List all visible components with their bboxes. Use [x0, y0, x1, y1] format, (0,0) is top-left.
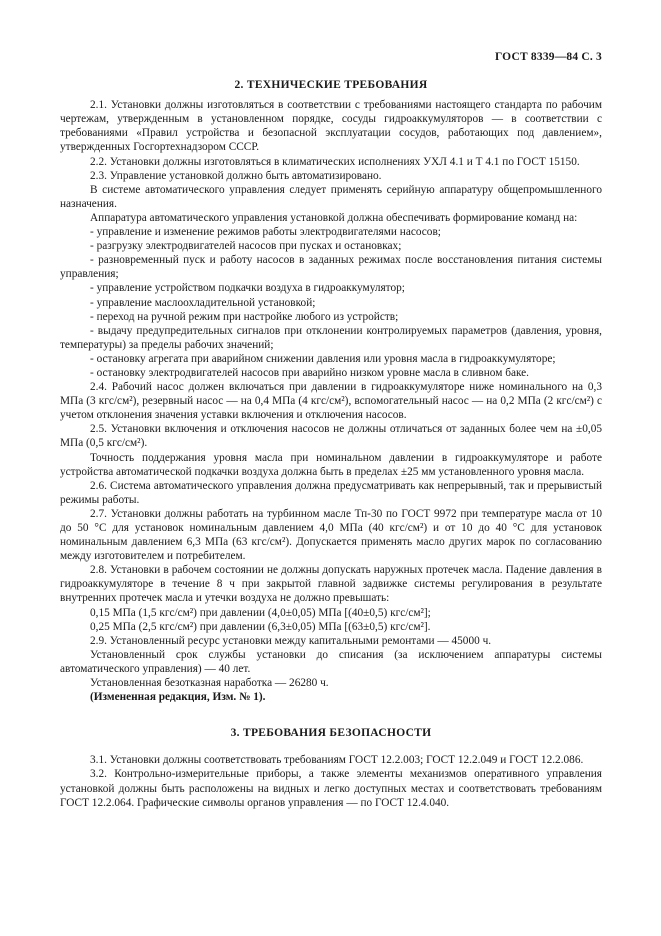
page-header: ГОСТ 8339—84 С. 3: [494, 51, 602, 63]
edit-note: (Измененная редакция, Изм. № 1).: [90, 691, 266, 704]
paragraph-3-1: 3.1. Установки должны соответствовать требованиям ГОСТ 12.2.003; ГОСТ 12.2.049 и ГОСТ 12.2.086.: [90, 754, 584, 767]
list-item: - управление устройством подкачки воздуха в гидроаккумулятор;: [90, 282, 405, 295]
paragraph-2-5-level: Точность поддержания уровня масла при номинальном давлении в гидроаккумуляторе и работе устройства автоматической подкачки воздуха должна быть в пределах ±25 мм установленного уровня масла.: [60, 451, 602, 478]
list-item: - управление и изменение режимов работы электродвигателями насосов;: [90, 226, 441, 239]
paragraph-2-9-service-life: Установленный срок службы установки до списания (за исключением аппаратуры системы автоматического управления) — 40 лет.: [60, 648, 602, 675]
paragraph-2-7: 2.7. Установки должны работать на турбинном масле Тп-30 по ГОСТ 9972 при температуре масла от 10 до 50 °С для установок номинальным давлением 4,0 МПа (40 кгс/см²) и от 10 до 40 °С для установок номинальным давлением 6,3 МПа (63 кгс/см²). Допускается применять масло других марок по согласованию между изготовителем и потребителем.: [60, 507, 602, 563]
list-item: - выдачу предупредительных сигналов при отклонении контролируемых параметров (давления, уровня, температуры) за пределы рабочих значений;: [60, 324, 602, 351]
paragraph-2-8-value-1: 0,15 МПа (1,5 кгс/см²) при давлении (4,0±0,05) МПа [(40±0,5) кгс/см²];: [90, 606, 431, 619]
list-item: - управление маслоохладительной установкой;: [90, 296, 316, 309]
list-item: - остановку электродвигателей насосов при аварийно низком уровне масла в сливном баке.: [90, 366, 530, 379]
section-2-title: 2. ТЕХНИЧЕСКИЕ ТРЕБОВАНИЯ: [234, 79, 428, 92]
paragraph-2-8-value-2: 0,25 МПа (2,5 кгс/см²) при давлении (6,3±0,05) МПа [(63±0,5) кгс/см²].: [90, 620, 431, 633]
list-item: - остановку агрегата при аварийном снижении давления или уровня масла в гидроаккумуляторе;: [90, 352, 556, 365]
document-page: [60, 50, 602, 810]
paragraph-2-3-commands: Аппаратура автоматического управления установкой должна обеспечивать формирование команд на:: [90, 211, 578, 224]
paragraph-2-3: 2.3. Управление установкой должно быть автоматизировано.: [90, 169, 382, 182]
list-item: - переход на ручной режим при настройке любого из устройств;: [90, 310, 399, 323]
paragraph-2-1: 2.1. Установки должны изготовляться в соответствии с требованиями настоящего стандарта по рабочим чертежам, утвержденным в установленном порядке, сосуды гидроаккумуляторов — в соответствии с требованиями «Правил устройства и безопасной эксплуатации сосудов, работающих под давлением», утвержденных Госгортехнадзором СССР.: [60, 99, 602, 154]
paragraph-2-4: 2.4. Рабочий насос должен включаться при давлении в гидроаккумуляторе ниже номинального на 0,3 МПа (3 кгс/см²), резервный насос — на 0,4 МПа (4 кгс/см²), вспомогательный насос — на 0,2 МПа (2 кгс/см²) с учетом отклонения значения уставки включения и отключения насосов.: [60, 381, 602, 422]
paragraph-2-9: 2.9. Установленный ресурс установки между капитальными ремонтами — 45000 ч.: [90, 634, 492, 647]
paragraph-2-2: 2.2. Установки должны изготовляться в климатических исполнениях УХЛ 4.1 и Т 4.1 по ГОСТ 15150.: [90, 155, 580, 168]
section-3-title: 3. ТРЕБОВАНИЯ БЕЗОПАСНОСТИ: [230, 727, 432, 740]
list-item: - разгрузку электродвигателей насосов при пусках и остановках;: [90, 240, 402, 253]
list-item: - разновременный пуск и работу насосов в заданных режимах после восстановления питания системы управления;: [60, 254, 602, 281]
paragraph-2-8: 2.8. Установки в рабочем состоянии не должны допускать наружных протечек масла. Падение давления в гидроаккумуляторе в течение 8 ч при закрытой главной задвижке системы регулирования в результате внутренних протечек масла и утечки воздуха не должно превышать:: [60, 564, 602, 605]
paragraph-2-3-system: В системе автоматического управления следует применять серийную аппаратуру общепромышленного назначения.: [60, 183, 602, 210]
section-2-body: [60, 98, 602, 704]
paragraph-2-6: 2.6. Система автоматического управления должна предусматривать как непрерывный, так и прерывистый режимы работы.: [60, 479, 602, 506]
paragraph-2-5: 2.5. Установки включения и отключения насосов не должны отличаться от заданных более чем на ±0,05 МПа (0,5 кгс/см²).: [60, 423, 602, 450]
section-3-body: [60, 753, 602, 809]
paragraph-3-2: 3.2. Контрольно-измерительные приборы, а также элементы механизмов оперативного управления установкой должны быть расположены на видных и легко доступных местах и соответствовать требованиям ГОСТ 12.2.064. Графические символы органов управления — по ГОСТ 12.4.040.: [60, 768, 602, 809]
paragraph-2-9-mtbf: Установленная безотказная наработка — 26280 ч.: [90, 677, 329, 690]
